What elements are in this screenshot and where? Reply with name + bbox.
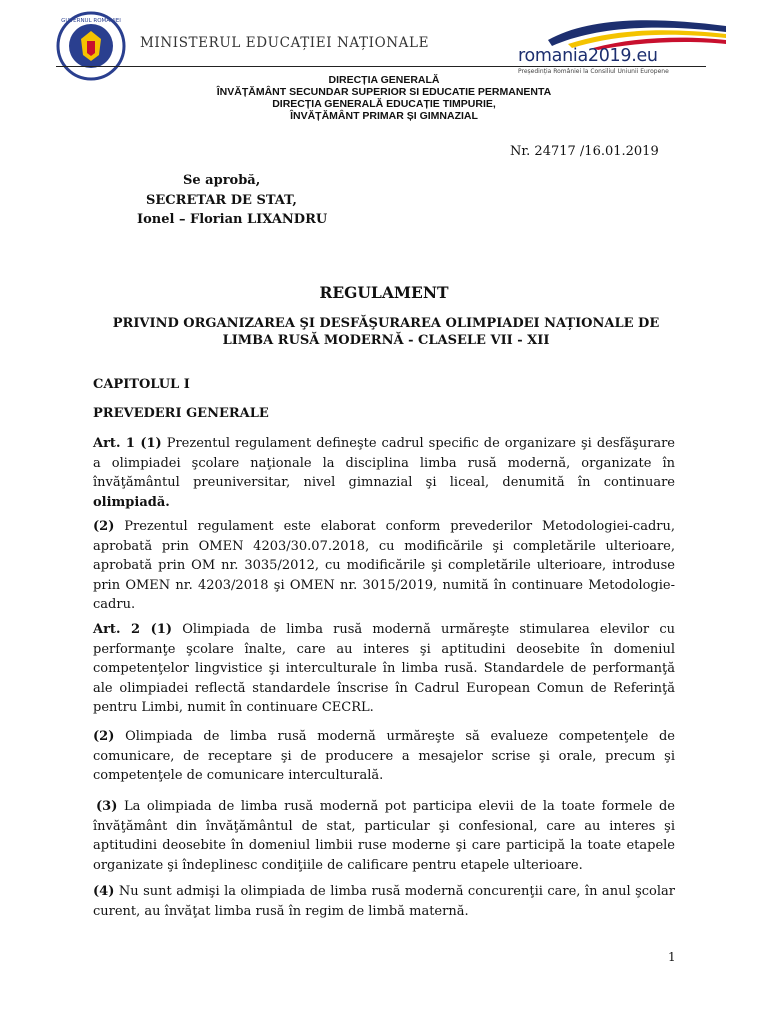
chapter-heading: CAPITOLUL I xyxy=(93,377,190,392)
approval-line: Se aprobă, xyxy=(183,173,261,188)
article-paragraph xyxy=(93,882,675,921)
article-paragraph xyxy=(93,797,675,875)
romania2019-logo xyxy=(518,18,730,76)
article-label: Art. 1 (1) xyxy=(93,436,162,451)
paragraph-text: Prezentul regulament defineşte cadrul specific de organizare şi desfăşurare a olimpiadei şcolare naţionale la disciplina limba rusă modernă, organizate în învăţământul preuniversitar, nivel gimnazial şi liceal, denumită în continuare xyxy=(93,436,675,490)
paragraph-tail: olimpiadă. xyxy=(93,494,170,510)
paragraph-text: La olimpiada de limba rusă modernă pot participa elevii de la toate formele de învăţământ din învăţământul de stat, particular şi confesional, care au interes şi aptitudini deosebite în domeniul limbii ruse moderne şi care participă la toate etapele organizate şi îndeplinesc condiţiile de calificare pentru etapele ulterioare. xyxy=(93,799,675,873)
document-title: REGULAMENT xyxy=(319,283,449,302)
page-number: 1 xyxy=(668,950,676,964)
direction-line: ÎNVĂȚĂMÂNT SECUNDAR SUPERIOR SI EDUCATIE PERMANENTA xyxy=(216,86,552,98)
direction-line: ÎNVĂȚĂMÂNT PRIMAR ȘI GIMNAZIAL xyxy=(290,110,478,122)
direction-line: DIRECȚIA GENERALĂ EDUCAȚIE TIMPURIE, xyxy=(272,98,496,110)
romania2019-subtitle: Președinția României la Consiliul Uniunii Europene xyxy=(518,68,669,75)
directions-block xyxy=(0,74,768,122)
romania2019-text: romania2019.eu xyxy=(518,46,658,66)
approval-block xyxy=(137,171,327,230)
paragraph-text: Olimpiada de limba rusă modernă urmăreşte stimularea elevilor cu performanţe şcolare înalte, care au interes şi aptitudini deosebite în domeniul competenţelor lingvistice şi interculturale în limba rusă. Standardele de performanţă ale olimpiadei reflectă standardele înscrise în Cadrul European Comun de Referinţă pentru Limbi, numit în continuare CECRL. xyxy=(93,622,675,715)
article-label: (4) xyxy=(93,884,115,899)
approval-title: SECRETAR DE STAT, xyxy=(146,192,297,208)
article-label: (2) xyxy=(93,519,115,534)
crest-text: GUVERNUL ROMÂNIEI xyxy=(61,18,121,24)
article-paragraph xyxy=(93,517,675,615)
article-paragraph xyxy=(93,620,675,718)
document-subtitle: PRIVIND ORGANIZAREA ŞI DESFĂŞURAREA OLIMPIADEI NAȚIONALE DE LIMBA RUSĂ MODERNĂ - CLASELE VII - XII xyxy=(112,316,660,348)
direction-line: DIRECȚIA GENERALĂ xyxy=(328,74,440,86)
government-crest-icon xyxy=(56,11,126,81)
header-divider xyxy=(56,66,706,67)
document-header xyxy=(0,0,768,130)
section-heading: PREVEDERI GENERALE xyxy=(93,406,269,421)
article-paragraph xyxy=(93,727,675,786)
paragraph-text: Olimpiada de limba rusă modernă urmăreşte să evalueze competenţele de comunicare, de receptare şi de producere a mesajelor scrise şi orale, precum şi competenţele de comunicare interculturală. xyxy=(93,729,675,783)
approval-name: Ionel – Florian LIXANDRU xyxy=(137,212,328,227)
article-label: Art. 2 (1) xyxy=(93,622,173,637)
article-label: (3) xyxy=(96,799,118,814)
ministry-name: MINISTERUL EDUCAȚIEI NAȚIONALE xyxy=(140,35,430,51)
paragraph-text: Prezentul regulament este elaborat conform prevederilor Metodologiei-cadru, aprobată prin OMEN 4203/30.07.2018, cu modificările şi completările ulterioare, aprobată prin OM nr. 3035/2012, cu modificările şi completările ulterioare, introduse prin OMEN nr. 4203/2018 şi OMEN nr. 3015/2019, numită în continuare Metodologie-cadru. xyxy=(93,519,675,612)
article-paragraph xyxy=(93,434,675,512)
registration-number: Nr. 24717 /16.01.2019 xyxy=(510,144,659,159)
article-label: (2) xyxy=(93,729,115,744)
paragraph-text: Nu sunt admişi la olimpiada de limba rusă modernă concurenţii care, în anul şcolar curent, au învăţat limba rusă în regim de limbă maternă. xyxy=(93,884,675,919)
